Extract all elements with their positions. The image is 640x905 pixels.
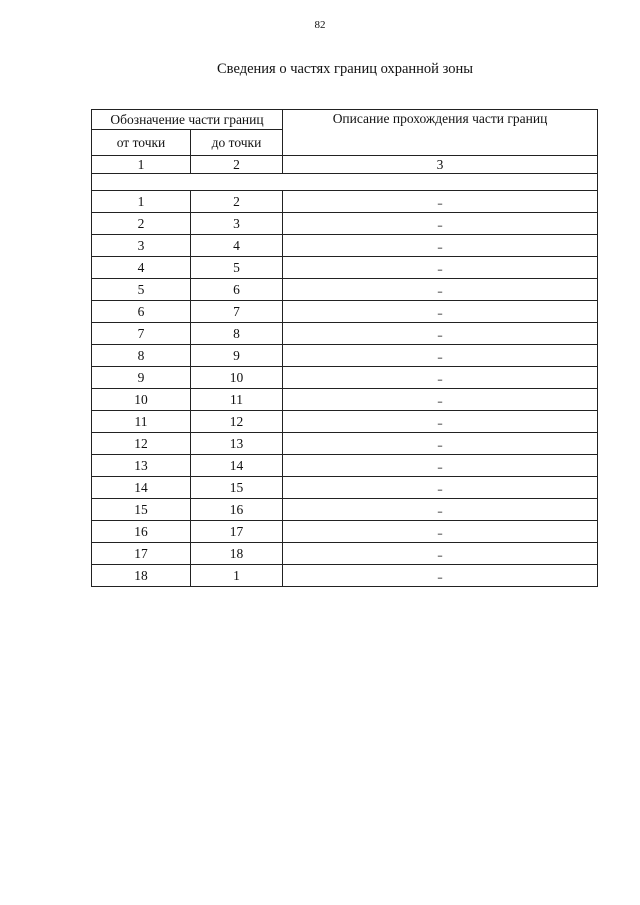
description-cell: – <box>283 323 598 345</box>
description-cell: – <box>283 455 598 477</box>
description-cell: – <box>283 499 598 521</box>
description-cell: – <box>283 345 598 367</box>
description-cell: – <box>283 565 598 587</box>
to-point-cell: 15 <box>191 477 283 499</box>
table-row <box>92 455 598 477</box>
to-point-cell: 16 <box>191 499 283 521</box>
to-point-cell: 9 <box>191 345 283 367</box>
from-point-cell: 4 <box>92 257 191 279</box>
to-point-cell: 6 <box>191 279 283 301</box>
from-point-cell: 16 <box>92 521 191 543</box>
table-row <box>92 257 598 279</box>
from-point-cell: 8 <box>92 345 191 367</box>
header-to-point: до точки <box>191 130 283 156</box>
page-number: 82 <box>314 19 326 31</box>
to-point-cell: 3 <box>191 213 283 235</box>
table-header-row <box>92 110 598 130</box>
to-point-cell: 4 <box>191 235 283 257</box>
to-point-cell: 13 <box>191 433 283 455</box>
from-point-cell: 3 <box>92 235 191 257</box>
table-row <box>92 433 598 455</box>
header-description: Описание прохождения части границ <box>283 110 598 156</box>
from-point-cell: 2 <box>92 213 191 235</box>
from-point-cell: 6 <box>92 301 191 323</box>
table-row <box>92 301 598 323</box>
to-point-cell: 18 <box>191 543 283 565</box>
table-row <box>92 213 598 235</box>
description-cell: – <box>283 257 598 279</box>
to-point-cell: 8 <box>191 323 283 345</box>
to-point-cell: 17 <box>191 521 283 543</box>
description-cell: – <box>283 543 598 565</box>
table-row <box>92 543 598 565</box>
to-point-cell: 12 <box>191 411 283 433</box>
from-point-cell: 18 <box>92 565 191 587</box>
to-point-cell: 11 <box>191 389 283 411</box>
from-point-cell: 7 <box>92 323 191 345</box>
column-number-row <box>92 156 598 174</box>
to-point-cell: 7 <box>191 301 283 323</box>
column-number: 1 <box>92 156 191 174</box>
from-point-cell: 1 <box>92 191 191 213</box>
header-from-point: от точки <box>92 130 191 156</box>
empty-cell <box>92 174 598 191</box>
table-row <box>92 191 598 213</box>
from-point-cell: 10 <box>92 389 191 411</box>
table-row <box>92 477 598 499</box>
description-cell: – <box>283 367 598 389</box>
table-row <box>92 323 598 345</box>
table-row <box>92 411 598 433</box>
description-cell: – <box>283 279 598 301</box>
from-point-cell: 5 <box>92 279 191 301</box>
from-point-cell: 12 <box>92 433 191 455</box>
empty-row <box>92 174 598 191</box>
to-point-cell: 2 <box>191 191 283 213</box>
from-point-cell: 11 <box>92 411 191 433</box>
from-point-cell: 17 <box>92 543 191 565</box>
description-cell: – <box>283 235 598 257</box>
description-cell: – <box>283 411 598 433</box>
table-row <box>92 345 598 367</box>
header-boundary-designation: Обозначение части границ <box>92 110 283 130</box>
to-point-cell: 10 <box>191 367 283 389</box>
column-number: 3 <box>283 156 598 174</box>
table-row <box>92 235 598 257</box>
table-row <box>92 499 598 521</box>
description-cell: – <box>283 213 598 235</box>
from-point-cell: 9 <box>92 367 191 389</box>
description-cell: – <box>283 521 598 543</box>
description-cell: – <box>283 433 598 455</box>
from-point-cell: 15 <box>92 499 191 521</box>
from-point-cell: 13 <box>92 455 191 477</box>
description-cell: – <box>283 477 598 499</box>
description-cell: – <box>283 301 598 323</box>
boundary-parts-table <box>91 109 598 587</box>
document-title: Сведения о частях границ охранной зоны <box>217 61 473 77</box>
from-point-cell: 14 <box>92 477 191 499</box>
to-point-cell: 5 <box>191 257 283 279</box>
description-cell: – <box>283 191 598 213</box>
table-row <box>92 521 598 543</box>
table-row <box>92 389 598 411</box>
table-row <box>92 279 598 301</box>
description-cell: – <box>283 389 598 411</box>
table-row <box>92 367 598 389</box>
to-point-cell: 14 <box>191 455 283 477</box>
to-point-cell: 1 <box>191 565 283 587</box>
column-number: 2 <box>191 156 283 174</box>
table-row <box>92 565 598 587</box>
